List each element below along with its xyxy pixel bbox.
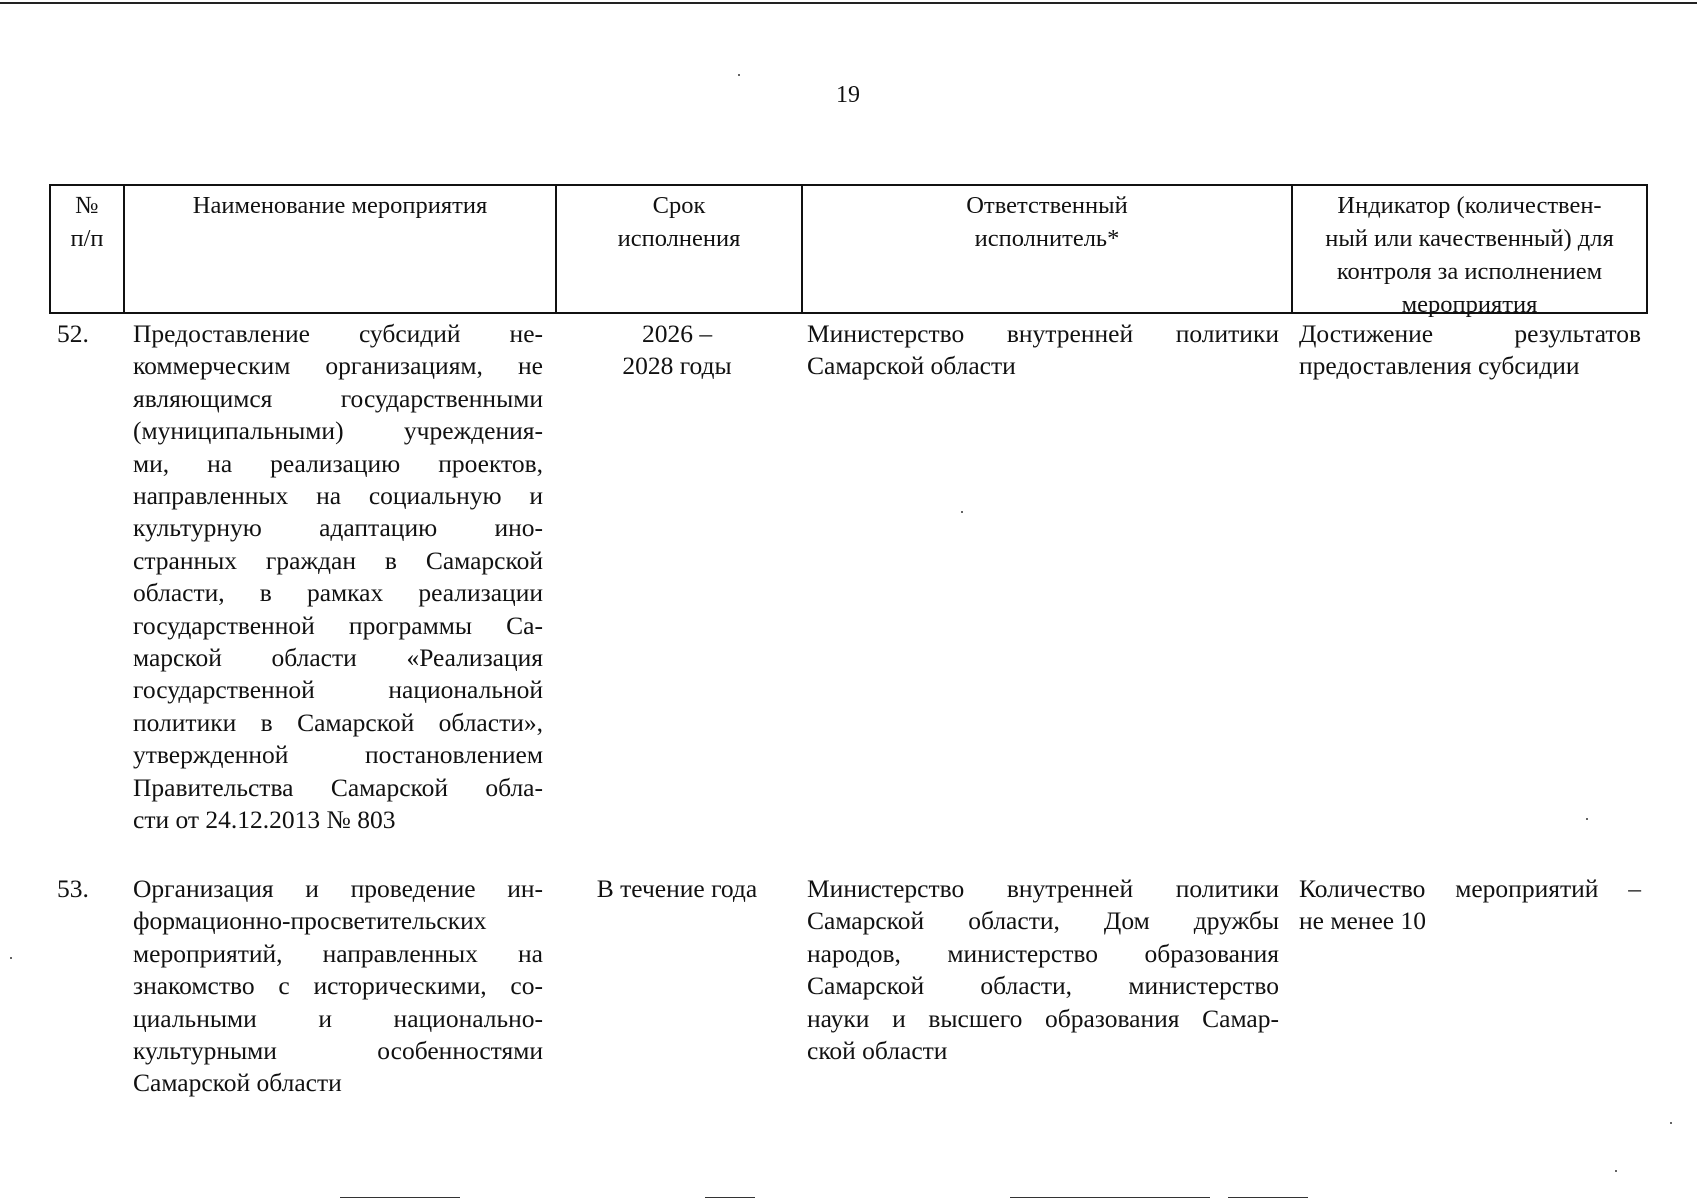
header-line: мероприятия (1401, 291, 1538, 318)
text-line: Самарской области, Дом дружбы (807, 906, 1279, 936)
text-line: Достижение результатов (1299, 319, 1641, 348)
text-line: Министерство внутренней политики (807, 319, 1279, 348)
text-line: 2026 – (641, 319, 713, 348)
text-line: утвержденной постановлением (133, 740, 543, 770)
header-line: Ответственный (966, 192, 1128, 219)
text-line: ми, на реализацию проектов, (133, 448, 543, 478)
text-line: политики в Самарской области», (133, 707, 543, 737)
row-indicator (1299, 318, 1641, 383)
text-line: культурными особенностями (133, 1036, 543, 1066)
row-deadline (565, 318, 789, 383)
header-line: Срок (652, 192, 706, 219)
text-line: В течение года (596, 874, 758, 903)
header-line: Наименование мероприятия (192, 192, 488, 219)
text-line: государственной национальной (133, 675, 543, 705)
header-line: контроля за исполнением (1336, 258, 1603, 285)
text-line: направленных на социальную и (133, 481, 543, 511)
bottom-scan-border (705, 1197, 755, 1198)
row-deadline (565, 873, 789, 905)
row-number: 53. (57, 874, 89, 903)
scan-speck (1586, 818, 1588, 820)
header-event-name (123, 186, 555, 312)
text-line: государственной программы Са- (133, 610, 543, 640)
text-line: народов, министерство образования (807, 938, 1279, 968)
text-line: Самарской области (807, 351, 1016, 381)
text-line: мероприятий, направленных на (133, 938, 543, 968)
text-line: знакомство с историческими, со- (133, 971, 543, 1001)
text-line: культурную адаптацию ино- (133, 513, 543, 543)
bottom-scan-border (1228, 1197, 1308, 1198)
row-event-name (133, 873, 543, 1100)
text-line: являющимся государственными (133, 383, 543, 413)
row-indicator (1299, 873, 1641, 938)
text-line: коммерческим организациям, не (133, 351, 543, 381)
row-executor (807, 318, 1279, 383)
row-number: 52. (57, 319, 89, 348)
header-executor (801, 186, 1291, 312)
text-line: Правительства Самарской обла- (133, 772, 543, 802)
bottom-scan-border (340, 1197, 460, 1198)
scan-speck (1670, 1122, 1672, 1124)
table-header (49, 184, 1648, 318)
text-line: сти от 24.12.2013 № 803 (133, 805, 396, 835)
text-line: Самарской области (133, 1068, 342, 1098)
row-executor (807, 873, 1279, 1067)
text-line: Министерство внутренней политики (807, 874, 1279, 903)
text-line: ской области (807, 1036, 948, 1066)
text-line: марской области «Реализация (133, 643, 543, 673)
scan-speck (1615, 1170, 1617, 1172)
page-number: 19 (836, 82, 860, 108)
text-line: предоставления субсидии (1299, 351, 1580, 381)
text-line: науки и высшего образования Самар- (807, 1003, 1279, 1033)
scan-speck (10, 957, 12, 959)
text-line: Организация и проведение ин- (133, 874, 543, 903)
header-line: Индикатор (количествен- (1337, 192, 1602, 219)
text-line: не менее 10 (1299, 906, 1426, 936)
header-line: п/п (70, 225, 104, 252)
header-line: ный или качественный) для (1325, 225, 1614, 252)
header-deadline (555, 186, 801, 312)
header-line: исполнитель* (974, 225, 1120, 252)
text-line: Количество мероприятий – (1299, 874, 1641, 903)
header-indicator (1291, 186, 1646, 318)
text-line: странных граждан в Самарской (133, 545, 543, 575)
header-line: исполнения (617, 225, 741, 252)
text-line: циальными и национально- (133, 1003, 543, 1033)
text-line: Предоставление субсидий не- (133, 319, 543, 348)
text-line: формационно-просветительских (133, 906, 487, 936)
text-line: Самарской области, министерство (807, 971, 1279, 1001)
text-line: области, в рамках реализации (133, 578, 543, 608)
top-scan-border (0, 2, 1697, 4)
header-number (51, 186, 123, 312)
scan-speck (738, 74, 740, 76)
text-line: 2028 годы (622, 351, 732, 381)
row-event-name (133, 318, 543, 837)
scan-speck (961, 511, 963, 513)
bottom-scan-border (1010, 1197, 1210, 1198)
text-line: (муниципальными) учреждения- (133, 416, 543, 446)
header-line: № (75, 192, 99, 219)
